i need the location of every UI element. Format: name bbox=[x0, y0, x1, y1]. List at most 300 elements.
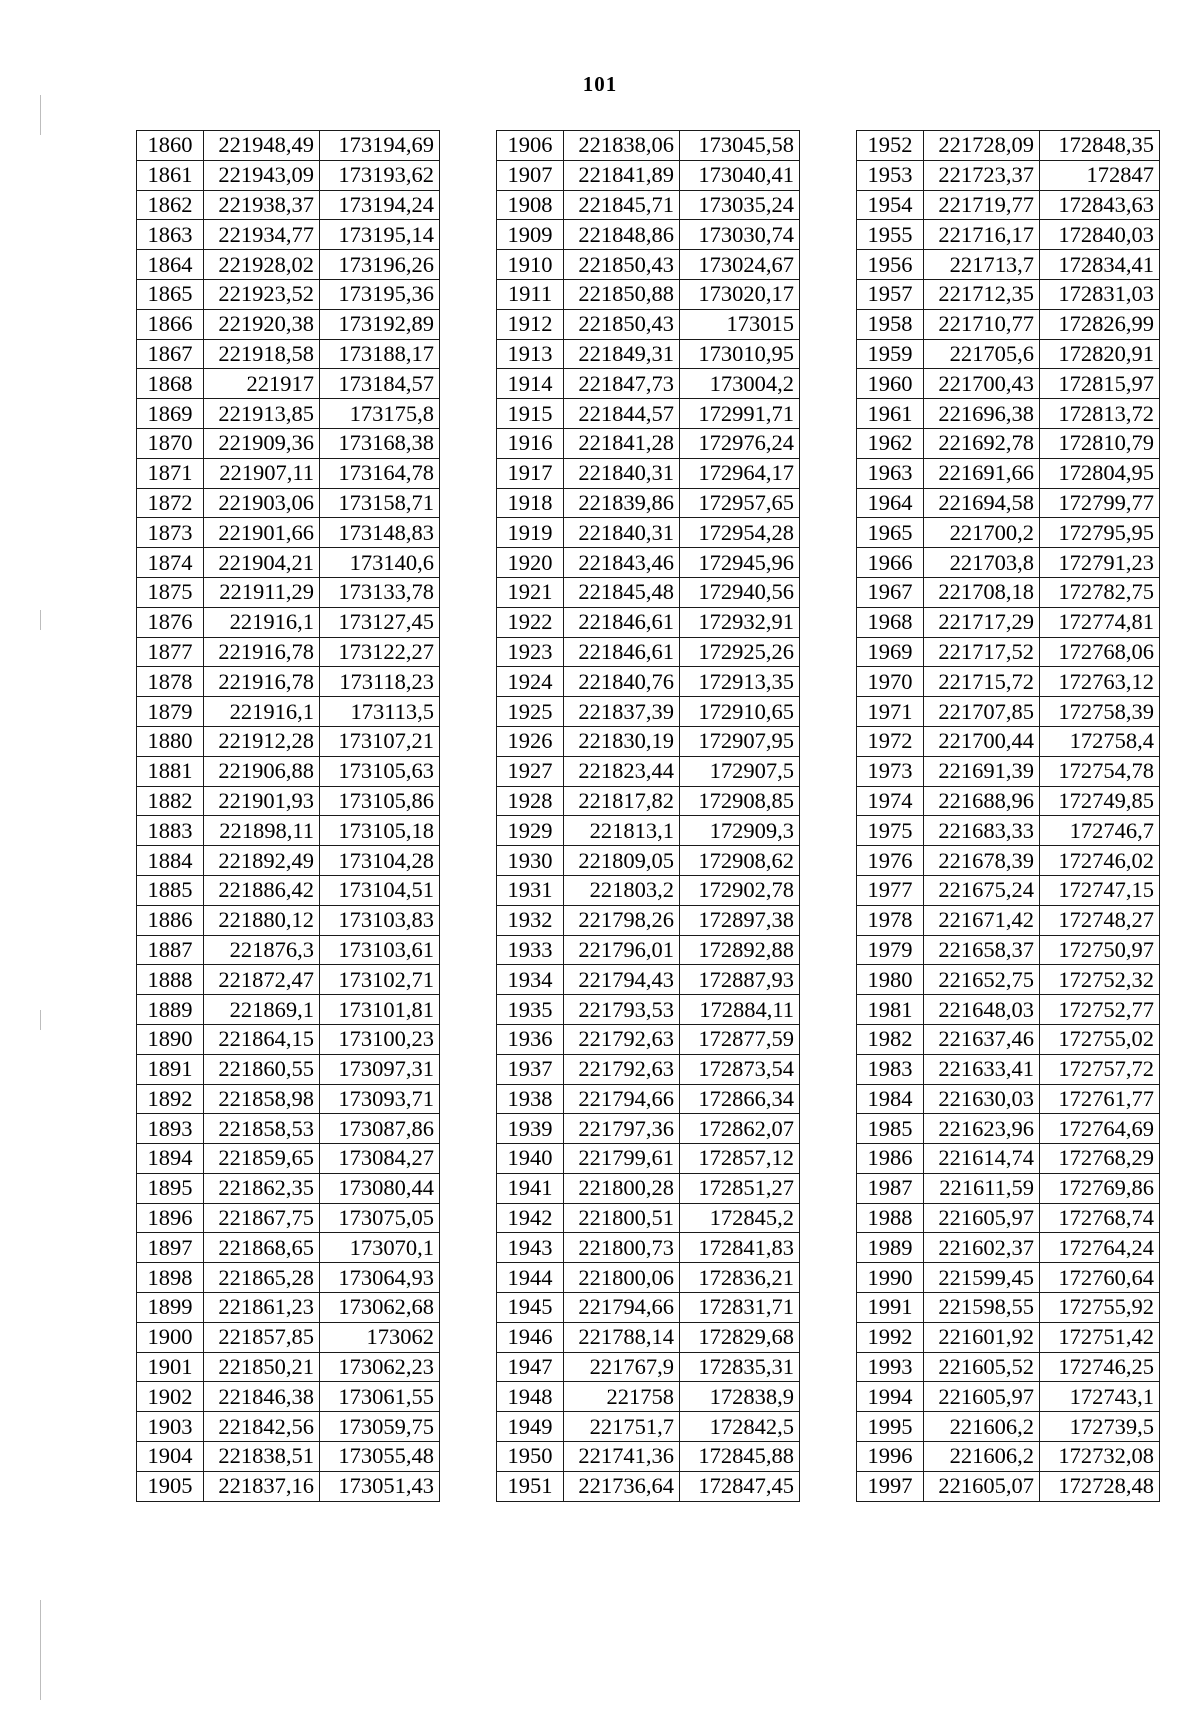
y-coordinate-cell: 172755,02 bbox=[1040, 1024, 1160, 1054]
x-coordinate-cell: 221788,14 bbox=[564, 1322, 680, 1352]
x-coordinate-cell: 221858,53 bbox=[204, 1114, 320, 1144]
x-coordinate-cell: 221700,44 bbox=[924, 726, 1040, 756]
table-row bbox=[497, 1173, 800, 1203]
x-coordinate-cell: 221840,76 bbox=[564, 667, 680, 697]
y-coordinate-cell: 173104,28 bbox=[320, 846, 440, 876]
year-cell: 1862 bbox=[137, 190, 204, 220]
table-row bbox=[137, 905, 440, 935]
year-cell: 1976 bbox=[857, 846, 924, 876]
x-coordinate-cell: 221938,37 bbox=[204, 190, 320, 220]
x-coordinate-cell: 221920,38 bbox=[204, 309, 320, 339]
table-row bbox=[137, 667, 440, 697]
table-row bbox=[857, 220, 1160, 250]
y-coordinate-cell: 172795,95 bbox=[1040, 518, 1160, 548]
x-coordinate-cell: 221864,15 bbox=[204, 1024, 320, 1054]
y-coordinate-cell: 172892,88 bbox=[680, 935, 800, 965]
y-coordinate-cell: 173004,2 bbox=[680, 369, 800, 399]
y-coordinate-cell: 173192,89 bbox=[320, 309, 440, 339]
table-row bbox=[497, 935, 800, 965]
x-coordinate-cell: 221792,63 bbox=[564, 1054, 680, 1084]
year-cell: 1981 bbox=[857, 995, 924, 1025]
year-cell: 1990 bbox=[857, 1263, 924, 1293]
table-row bbox=[857, 1382, 1160, 1412]
year-cell: 1870 bbox=[137, 428, 204, 458]
table-row bbox=[497, 1382, 800, 1412]
table-row bbox=[857, 965, 1160, 995]
y-coordinate-cell: 173062,68 bbox=[320, 1293, 440, 1323]
y-coordinate-cell: 173113,5 bbox=[320, 697, 440, 727]
y-coordinate-cell: 173059,75 bbox=[320, 1412, 440, 1442]
year-cell: 1984 bbox=[857, 1084, 924, 1114]
y-coordinate-cell: 172831,71 bbox=[680, 1293, 800, 1323]
x-coordinate-cell: 221813,1 bbox=[564, 816, 680, 846]
year-cell: 1929 bbox=[497, 816, 564, 846]
x-coordinate-cell: 221799,61 bbox=[564, 1144, 680, 1174]
year-cell: 1964 bbox=[857, 488, 924, 518]
table-row bbox=[857, 1054, 1160, 1084]
y-coordinate-cell: 172826,99 bbox=[1040, 309, 1160, 339]
table-row bbox=[857, 1173, 1160, 1203]
year-cell: 1949 bbox=[497, 1412, 564, 1442]
y-coordinate-cell: 173103,61 bbox=[320, 935, 440, 965]
y-coordinate-cell: 172810,79 bbox=[1040, 428, 1160, 458]
year-cell: 1992 bbox=[857, 1322, 924, 1352]
year-cell: 1897 bbox=[137, 1233, 204, 1263]
year-cell: 1950 bbox=[497, 1442, 564, 1472]
y-coordinate-cell: 172940,56 bbox=[680, 577, 800, 607]
x-coordinate-cell: 221606,2 bbox=[924, 1412, 1040, 1442]
table-row bbox=[497, 339, 800, 369]
year-cell: 1863 bbox=[137, 220, 204, 250]
year-cell: 1880 bbox=[137, 726, 204, 756]
table-row bbox=[857, 309, 1160, 339]
y-coordinate-cell: 173101,81 bbox=[320, 995, 440, 1025]
year-cell: 1953 bbox=[857, 160, 924, 190]
table-row bbox=[137, 607, 440, 637]
y-coordinate-cell: 172754,78 bbox=[1040, 756, 1160, 786]
table-row bbox=[137, 488, 440, 518]
x-coordinate-cell: 221868,65 bbox=[204, 1233, 320, 1263]
y-coordinate-cell: 172845,2 bbox=[680, 1203, 800, 1233]
table-row bbox=[137, 1084, 440, 1114]
y-coordinate-cell: 172877,59 bbox=[680, 1024, 800, 1054]
x-coordinate-cell: 221916,1 bbox=[204, 697, 320, 727]
y-coordinate-cell: 172834,41 bbox=[1040, 250, 1160, 280]
x-coordinate-cell: 221843,46 bbox=[564, 548, 680, 578]
y-coordinate-cell: 172752,77 bbox=[1040, 995, 1160, 1025]
table-row bbox=[497, 1322, 800, 1352]
y-coordinate-cell: 172851,27 bbox=[680, 1173, 800, 1203]
x-coordinate-cell: 221892,49 bbox=[204, 846, 320, 876]
x-coordinate-cell: 221798,26 bbox=[564, 905, 680, 935]
y-coordinate-cell: 173168,38 bbox=[320, 428, 440, 458]
table-row bbox=[137, 279, 440, 309]
table-row bbox=[497, 1442, 800, 1472]
x-coordinate-cell: 221898,11 bbox=[204, 816, 320, 846]
table-row bbox=[857, 399, 1160, 429]
x-coordinate-cell: 221847,73 bbox=[564, 369, 680, 399]
year-cell: 1993 bbox=[857, 1352, 924, 1382]
table-row bbox=[857, 875, 1160, 905]
table-row bbox=[857, 846, 1160, 876]
x-coordinate-cell: 221848,86 bbox=[564, 220, 680, 250]
year-cell: 1936 bbox=[497, 1024, 564, 1054]
table-row bbox=[497, 250, 800, 280]
y-coordinate-cell: 173195,14 bbox=[320, 220, 440, 250]
year-cell: 1965 bbox=[857, 518, 924, 548]
y-coordinate-cell: 172847 bbox=[1040, 160, 1160, 190]
year-cell: 1969 bbox=[857, 637, 924, 667]
table-row bbox=[857, 935, 1160, 965]
table-row bbox=[857, 1293, 1160, 1323]
year-cell: 1985 bbox=[857, 1114, 924, 1144]
x-coordinate-cell: 221606,2 bbox=[924, 1442, 1040, 1472]
year-cell: 1939 bbox=[497, 1114, 564, 1144]
table-row bbox=[497, 905, 800, 935]
table-row bbox=[857, 1084, 1160, 1114]
table-row bbox=[497, 518, 800, 548]
table-row bbox=[137, 1233, 440, 1263]
table-row bbox=[137, 965, 440, 995]
year-cell: 1989 bbox=[857, 1233, 924, 1263]
x-coordinate-cell: 221837,16 bbox=[204, 1471, 320, 1501]
x-coordinate-cell: 221691,39 bbox=[924, 756, 1040, 786]
y-coordinate-cell: 172758,4 bbox=[1040, 726, 1160, 756]
x-coordinate-cell: 221859,65 bbox=[204, 1144, 320, 1174]
x-coordinate-cell: 221823,44 bbox=[564, 756, 680, 786]
x-coordinate-cell: 221800,28 bbox=[564, 1173, 680, 1203]
y-coordinate-cell: 173193,62 bbox=[320, 160, 440, 190]
year-cell: 1927 bbox=[497, 756, 564, 786]
year-cell: 1888 bbox=[137, 965, 204, 995]
year-cell: 1919 bbox=[497, 518, 564, 548]
table-row bbox=[137, 935, 440, 965]
x-coordinate-cell: 221800,51 bbox=[564, 1203, 680, 1233]
table-row bbox=[497, 1144, 800, 1174]
table-row bbox=[137, 577, 440, 607]
year-cell: 1914 bbox=[497, 369, 564, 399]
x-coordinate-cell: 221837,39 bbox=[564, 697, 680, 727]
year-cell: 1894 bbox=[137, 1144, 204, 1174]
year-cell: 1907 bbox=[497, 160, 564, 190]
year-cell: 1916 bbox=[497, 428, 564, 458]
year-cell: 1926 bbox=[497, 726, 564, 756]
table-row bbox=[497, 637, 800, 667]
x-coordinate-cell: 221845,48 bbox=[564, 577, 680, 607]
table-row bbox=[857, 637, 1160, 667]
y-coordinate-cell: 173062 bbox=[320, 1322, 440, 1352]
year-cell: 1882 bbox=[137, 786, 204, 816]
x-coordinate-cell: 221916,78 bbox=[204, 637, 320, 667]
y-coordinate-cell: 172815,97 bbox=[1040, 369, 1160, 399]
table-row bbox=[497, 1352, 800, 1382]
year-cell: 1874 bbox=[137, 548, 204, 578]
x-coordinate-cell: 221630,03 bbox=[924, 1084, 1040, 1114]
year-cell: 1911 bbox=[497, 279, 564, 309]
table-row bbox=[857, 1412, 1160, 1442]
y-coordinate-cell: 173195,36 bbox=[320, 279, 440, 309]
table-row bbox=[857, 548, 1160, 578]
table-row bbox=[497, 309, 800, 339]
y-coordinate-cell: 172841,83 bbox=[680, 1233, 800, 1263]
y-coordinate-cell: 172842,5 bbox=[680, 1412, 800, 1442]
y-coordinate-cell: 172902,78 bbox=[680, 875, 800, 905]
table-row bbox=[137, 1382, 440, 1412]
y-coordinate-cell: 172836,21 bbox=[680, 1263, 800, 1293]
year-cell: 1941 bbox=[497, 1173, 564, 1203]
x-coordinate-cell: 221614,74 bbox=[924, 1144, 1040, 1174]
x-coordinate-cell: 221703,8 bbox=[924, 548, 1040, 578]
x-coordinate-cell: 221842,56 bbox=[204, 1412, 320, 1442]
table-row bbox=[497, 786, 800, 816]
y-coordinate-cell: 172848,35 bbox=[1040, 131, 1160, 161]
x-coordinate-cell: 221850,43 bbox=[564, 309, 680, 339]
table-row bbox=[137, 995, 440, 1025]
y-coordinate-cell: 172743,1 bbox=[1040, 1382, 1160, 1412]
x-coordinate-cell: 221907,11 bbox=[204, 458, 320, 488]
year-cell: 1921 bbox=[497, 577, 564, 607]
y-coordinate-cell: 172857,12 bbox=[680, 1144, 800, 1174]
y-coordinate-cell: 172769,86 bbox=[1040, 1173, 1160, 1203]
year-cell: 1901 bbox=[137, 1352, 204, 1382]
year-cell: 1892 bbox=[137, 1084, 204, 1114]
year-cell: 1878 bbox=[137, 667, 204, 697]
y-coordinate-cell: 172751,42 bbox=[1040, 1322, 1160, 1352]
table-row bbox=[857, 905, 1160, 935]
year-cell: 1997 bbox=[857, 1471, 924, 1501]
x-coordinate-cell: 221840,31 bbox=[564, 458, 680, 488]
y-coordinate-cell: 172907,5 bbox=[680, 756, 800, 786]
x-coordinate-cell: 221683,33 bbox=[924, 816, 1040, 846]
table-row bbox=[497, 1054, 800, 1084]
table-row bbox=[137, 1352, 440, 1382]
year-cell: 1903 bbox=[137, 1412, 204, 1442]
year-cell: 1904 bbox=[137, 1442, 204, 1472]
table-row bbox=[857, 995, 1160, 1025]
table-row bbox=[857, 816, 1160, 846]
x-coordinate-cell: 221800,73 bbox=[564, 1233, 680, 1263]
x-coordinate-cell: 221716,17 bbox=[924, 220, 1040, 250]
x-coordinate-cell: 221694,58 bbox=[924, 488, 1040, 518]
x-coordinate-cell: 221846,38 bbox=[204, 1382, 320, 1412]
y-coordinate-cell: 172746,7 bbox=[1040, 816, 1160, 846]
x-coordinate-cell: 221901,93 bbox=[204, 786, 320, 816]
x-coordinate-cell: 221700,43 bbox=[924, 369, 1040, 399]
y-coordinate-cell: 172910,65 bbox=[680, 697, 800, 727]
year-cell: 1946 bbox=[497, 1322, 564, 1352]
x-coordinate-cell: 221838,06 bbox=[564, 131, 680, 161]
year-cell: 1963 bbox=[857, 458, 924, 488]
y-coordinate-cell: 172913,35 bbox=[680, 667, 800, 697]
x-coordinate-cell: 221758 bbox=[564, 1382, 680, 1412]
x-coordinate-cell: 221845,71 bbox=[564, 190, 680, 220]
x-coordinate-cell: 221913,85 bbox=[204, 399, 320, 429]
y-coordinate-cell: 172925,26 bbox=[680, 637, 800, 667]
year-cell: 1871 bbox=[137, 458, 204, 488]
table-row bbox=[497, 1263, 800, 1293]
year-cell: 1899 bbox=[137, 1293, 204, 1323]
table-row bbox=[137, 756, 440, 786]
table-row bbox=[497, 279, 800, 309]
year-cell: 1869 bbox=[137, 399, 204, 429]
table-row bbox=[137, 1322, 440, 1352]
table-row bbox=[857, 607, 1160, 637]
table-row bbox=[137, 875, 440, 905]
year-cell: 1967 bbox=[857, 577, 924, 607]
year-cell: 1928 bbox=[497, 786, 564, 816]
x-coordinate-cell: 221803,2 bbox=[564, 875, 680, 905]
y-coordinate-cell: 173140,6 bbox=[320, 548, 440, 578]
x-coordinate-cell: 221860,55 bbox=[204, 1054, 320, 1084]
y-coordinate-cell: 172782,75 bbox=[1040, 577, 1160, 607]
x-coordinate-cell: 221719,77 bbox=[924, 190, 1040, 220]
x-coordinate-cell: 221707,85 bbox=[924, 697, 1040, 727]
y-coordinate-cell: 173024,67 bbox=[680, 250, 800, 280]
year-cell: 1947 bbox=[497, 1352, 564, 1382]
x-coordinate-cell: 221906,88 bbox=[204, 756, 320, 786]
x-coordinate-cell: 221705,6 bbox=[924, 339, 1040, 369]
x-coordinate-cell: 221880,12 bbox=[204, 905, 320, 935]
year-cell: 1987 bbox=[857, 1173, 924, 1203]
year-cell: 1977 bbox=[857, 875, 924, 905]
x-coordinate-cell: 221671,42 bbox=[924, 905, 1040, 935]
y-coordinate-cell: 173118,23 bbox=[320, 667, 440, 697]
scan-margin-line bbox=[40, 1600, 41, 1700]
x-coordinate-cell: 221934,77 bbox=[204, 220, 320, 250]
y-coordinate-cell: 172964,17 bbox=[680, 458, 800, 488]
x-coordinate-cell: 221678,39 bbox=[924, 846, 1040, 876]
year-cell: 1923 bbox=[497, 637, 564, 667]
y-coordinate-cell: 173045,58 bbox=[680, 131, 800, 161]
year-cell: 1974 bbox=[857, 786, 924, 816]
x-coordinate-cell: 221886,42 bbox=[204, 875, 320, 905]
table-row bbox=[137, 846, 440, 876]
table-row bbox=[137, 1412, 440, 1442]
x-coordinate-cell: 221857,85 bbox=[204, 1322, 320, 1352]
y-coordinate-cell: 173075,05 bbox=[320, 1203, 440, 1233]
table-row bbox=[857, 1442, 1160, 1472]
table-row bbox=[497, 756, 800, 786]
table-row bbox=[497, 131, 800, 161]
year-cell: 1887 bbox=[137, 935, 204, 965]
year-cell: 1968 bbox=[857, 607, 924, 637]
table-row bbox=[137, 786, 440, 816]
y-coordinate-cell: 173158,71 bbox=[320, 488, 440, 518]
x-coordinate-cell: 221601,92 bbox=[924, 1322, 1040, 1352]
x-coordinate-cell: 221904,21 bbox=[204, 548, 320, 578]
year-cell: 1881 bbox=[137, 756, 204, 786]
y-coordinate-cell: 172768,29 bbox=[1040, 1144, 1160, 1174]
x-coordinate-cell: 221846,61 bbox=[564, 637, 680, 667]
x-coordinate-cell: 221809,05 bbox=[564, 846, 680, 876]
y-coordinate-cell: 173080,44 bbox=[320, 1173, 440, 1203]
table-row bbox=[857, 279, 1160, 309]
x-coordinate-cell: 221797,36 bbox=[564, 1114, 680, 1144]
x-coordinate-cell: 221715,72 bbox=[924, 667, 1040, 697]
x-coordinate-cell: 221713,7 bbox=[924, 250, 1040, 280]
x-coordinate-cell: 221928,02 bbox=[204, 250, 320, 280]
x-coordinate-cell: 221648,03 bbox=[924, 995, 1040, 1025]
year-cell: 1934 bbox=[497, 965, 564, 995]
year-cell: 1940 bbox=[497, 1144, 564, 1174]
year-cell: 1952 bbox=[857, 131, 924, 161]
y-coordinate-cell: 173040,41 bbox=[680, 160, 800, 190]
year-cell: 1917 bbox=[497, 458, 564, 488]
table-row bbox=[497, 1233, 800, 1263]
y-coordinate-cell: 172873,54 bbox=[680, 1054, 800, 1084]
x-coordinate-cell: 221792,63 bbox=[564, 1024, 680, 1054]
year-cell: 1972 bbox=[857, 726, 924, 756]
x-coordinate-cell: 221696,38 bbox=[924, 399, 1040, 429]
x-coordinate-cell: 221849,31 bbox=[564, 339, 680, 369]
table-row bbox=[497, 726, 800, 756]
year-cell: 1905 bbox=[137, 1471, 204, 1501]
y-coordinate-cell: 173107,21 bbox=[320, 726, 440, 756]
coordinates-table-1860-1905 bbox=[136, 130, 440, 1502]
x-coordinate-cell: 221637,46 bbox=[924, 1024, 1040, 1054]
y-coordinate-cell: 173194,69 bbox=[320, 131, 440, 161]
table-row bbox=[497, 1114, 800, 1144]
y-coordinate-cell: 172804,95 bbox=[1040, 458, 1160, 488]
year-cell: 1960 bbox=[857, 369, 924, 399]
x-coordinate-cell: 221708,18 bbox=[924, 577, 1040, 607]
table-row bbox=[137, 160, 440, 190]
year-cell: 1875 bbox=[137, 577, 204, 607]
table-row bbox=[857, 488, 1160, 518]
x-coordinate-cell: 221916,78 bbox=[204, 667, 320, 697]
x-coordinate-cell: 221850,43 bbox=[564, 250, 680, 280]
y-coordinate-cell: 172732,08 bbox=[1040, 1442, 1160, 1472]
table-row bbox=[137, 1293, 440, 1323]
y-coordinate-cell: 173035,24 bbox=[680, 190, 800, 220]
x-coordinate-cell: 221605,97 bbox=[924, 1382, 1040, 1412]
y-coordinate-cell: 173100,23 bbox=[320, 1024, 440, 1054]
year-cell: 1945 bbox=[497, 1293, 564, 1323]
page-number: 101 bbox=[582, 72, 618, 96]
year-cell: 1920 bbox=[497, 548, 564, 578]
table-row bbox=[857, 667, 1160, 697]
table-row bbox=[497, 399, 800, 429]
x-coordinate-cell: 221633,41 bbox=[924, 1054, 1040, 1084]
y-coordinate-cell: 172760,64 bbox=[1040, 1263, 1160, 1293]
year-cell: 1991 bbox=[857, 1293, 924, 1323]
y-coordinate-cell: 172976,24 bbox=[680, 428, 800, 458]
year-cell: 1873 bbox=[137, 518, 204, 548]
year-cell: 1866 bbox=[137, 309, 204, 339]
table-row bbox=[497, 1203, 800, 1233]
year-cell: 1962 bbox=[857, 428, 924, 458]
y-coordinate-cell: 172838,9 bbox=[680, 1382, 800, 1412]
table-row bbox=[857, 518, 1160, 548]
year-cell: 1864 bbox=[137, 250, 204, 280]
x-coordinate-cell: 221717,52 bbox=[924, 637, 1040, 667]
y-coordinate-cell: 173055,48 bbox=[320, 1442, 440, 1472]
year-cell: 1970 bbox=[857, 667, 924, 697]
x-coordinate-cell: 221599,45 bbox=[924, 1263, 1040, 1293]
year-cell: 1860 bbox=[137, 131, 204, 161]
table-row bbox=[857, 1114, 1160, 1144]
x-coordinate-cell: 221876,3 bbox=[204, 935, 320, 965]
table-row bbox=[137, 697, 440, 727]
year-cell: 1961 bbox=[857, 399, 924, 429]
year-cell: 1978 bbox=[857, 905, 924, 935]
table-row bbox=[497, 697, 800, 727]
y-coordinate-cell: 173196,26 bbox=[320, 250, 440, 280]
year-cell: 1891 bbox=[137, 1054, 204, 1084]
year-cell: 1957 bbox=[857, 279, 924, 309]
table-row bbox=[857, 726, 1160, 756]
x-coordinate-cell: 221839,86 bbox=[564, 488, 680, 518]
